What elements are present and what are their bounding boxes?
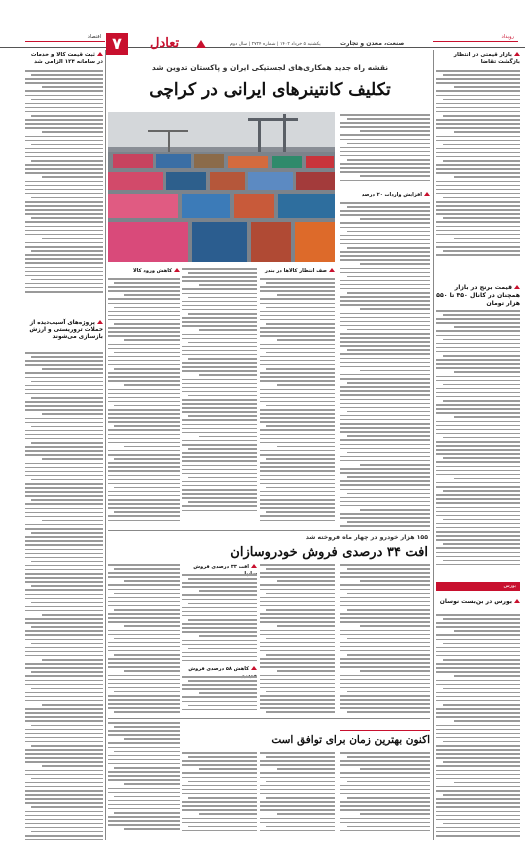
- third-article-section-bar: [340, 722, 430, 731]
- third-article-col-4: [108, 722, 180, 840]
- red-triangle-icon: [424, 192, 430, 196]
- main-kicker: نقشه راه جدید همکاری‌های لجستیکی ایران و پاکستان تدوین شد: [151, 63, 389, 72]
- car-sales-headline: افت ۳۴ درصدی فروش خودروسازان: [230, 545, 428, 560]
- column-rule-left: [105, 50, 106, 840]
- right-article-1-headline: بازار قیمتی در انتظار بازگشت تقاضا: [453, 52, 520, 65]
- red-triangle-icon: [329, 268, 335, 272]
- right-article-2-body: [436, 310, 520, 578]
- red-triangle-icon: [174, 268, 180, 272]
- left-article-1-headline: ثبت قیمت کالا و خدمات در سامانه ۱۲۴ الزامی شد: [30, 52, 103, 65]
- column-rule-right: [433, 50, 434, 840]
- car-sales-subhead-2: کاهش ۵۸ درصدی فروش: [182, 666, 257, 680]
- left-article-1-body: [25, 70, 103, 310]
- right-column-label: رویداد: [433, 33, 518, 42]
- red-triangle-icon: [97, 320, 103, 324]
- date-line: یکشنبه ۵ خرداد ۱۴۰۲ | شماره ۲۷۲۴ | سال دوم: [230, 42, 321, 47]
- main-article-col-2: [260, 278, 335, 526]
- red-triangle-icon: [251, 564, 257, 568]
- article-separator: [108, 530, 430, 531]
- right-section-bar: بورس: [436, 582, 520, 591]
- main-headline: تکلیف کانتینرهای ایرانی در کراچی: [149, 80, 391, 100]
- third-article-col-1: [340, 752, 430, 840]
- right-article-2-headline: قیمت برنج در بازار همچنان در کانال ۴۵۰ تا ۵۵۰ هزار تومان: [436, 284, 520, 307]
- red-triangle-icon: [514, 52, 520, 56]
- car-sales-col-5: [108, 564, 180, 714]
- left-article-2-headline: پروژه‌های آسیب‌دیده از حملات تروریستی و ارزش بازسازی می‌شوند: [29, 320, 103, 340]
- car-sales-col-1: [340, 564, 430, 714]
- right-article-3-headline: بورس در بن‌بست نوسان: [436, 598, 520, 605]
- main-subhead-3: کاهش ورود کالا: [108, 268, 180, 275]
- page-number-box: ۷: [106, 33, 128, 55]
- red-triangle-icon: [251, 666, 257, 670]
- article-separator-2: [108, 718, 430, 719]
- main-subhead-1: افزایش واردات ۲۰ درصد: [340, 192, 430, 199]
- main-subhead-2: صف انتظار کالاها در بندر: [260, 268, 335, 275]
- logo-triangle-icon: [196, 40, 206, 48]
- right-article-3-body: [436, 614, 520, 840]
- red-triangle-icon: [514, 285, 520, 289]
- right-article-1-body: [436, 70, 520, 270]
- main-article-col-4: [108, 278, 180, 526]
- left-article-2-body: [25, 352, 103, 840]
- red-triangle-icon: [97, 52, 103, 56]
- container-yard-illustration: [108, 112, 335, 262]
- third-article-col-2: [260, 752, 335, 840]
- main-article-col-3: [182, 268, 257, 526]
- main-article-col-1: [340, 202, 430, 532]
- masthead-rule: [0, 47, 525, 48]
- port-containers-photo: [108, 112, 335, 262]
- car-sales-col-2: [260, 564, 335, 714]
- car-sales-col-3: [182, 574, 257, 662]
- third-article-col-3: [182, 752, 257, 840]
- third-article-headline: اکنون بهترین زمان برای توافق است: [271, 734, 430, 746]
- car-sales-col-4: [182, 676, 257, 714]
- left-column-label: اقتصاد: [25, 33, 105, 42]
- section-logo: تعادل: [150, 36, 180, 51]
- red-triangle-icon: [514, 599, 520, 603]
- main-article-intro: [340, 114, 430, 189]
- car-sales-kicker: ۱۵۵ هزار خودرو در چهار ماه فروخته شد: [305, 534, 428, 541]
- section-title: صنعت، معدن و تجارت: [340, 40, 405, 47]
- car-sales-subhead-1: افت ۳۳ درصدی فروش: [182, 564, 257, 578]
